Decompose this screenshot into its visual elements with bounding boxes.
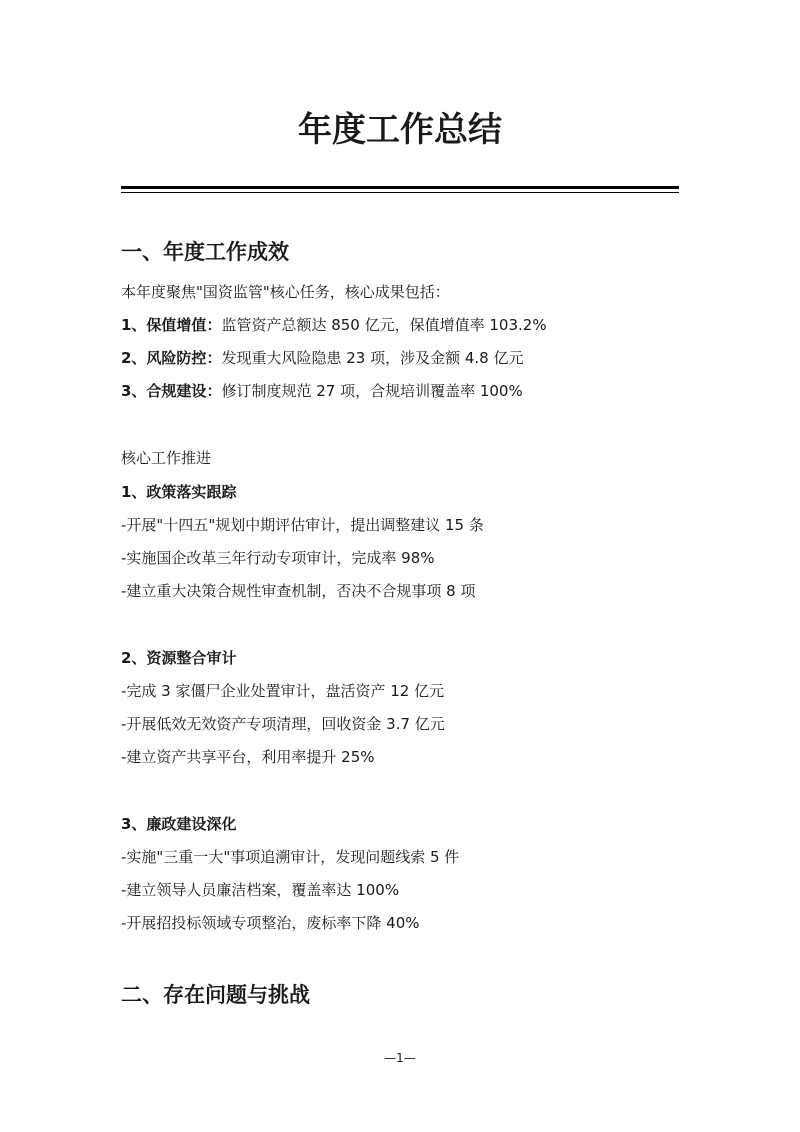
list-item: -完成 3 家僵尸企业处置审计，盘活资产 12 亿元	[121, 682, 445, 700]
progress-heading: 核心工作推进	[121, 449, 212, 467]
result-label: 1、保值增值：	[121, 316, 222, 334]
result-text: 发现重大风险隐患 23 项，涉及金额 4.8 亿元	[221, 349, 524, 367]
subsection-heading: 1、政策落实跟踪	[121, 483, 237, 501]
result-item	[121, 380, 523, 402]
result-label: 2、风险防控：	[121, 349, 222, 367]
result-text: 监管资产总额达 850 亿元，保值增值率 103.2%	[221, 316, 547, 334]
result-text: 修订制度规范 27 项，合规培训覆盖率 100%	[221, 382, 523, 400]
list-item: -实施"三重一大"事项追溯审计，发现问题线索 5 件	[121, 848, 460, 866]
list-item: -开展招投标领域专项整治，废标率下降 40%	[121, 914, 420, 932]
result-item	[121, 347, 523, 369]
list-item: -建立资产共享平台，利用率提升 25%	[121, 748, 375, 766]
list-item: -建立重大决策合规性审查机制，否决不合规事项 8 项	[121, 582, 476, 600]
section-intro: 本年度聚焦"国资监管"核心任务，核心成果包括：	[121, 283, 450, 301]
list-item: -开展低效无效资产专项清理，回收资金 3.7 亿元	[121, 715, 445, 733]
list-item: -建立领导人员廉洁档案，覆盖率达 100%	[121, 881, 400, 899]
subsection-heading: 3、廉政建设深化	[121, 815, 237, 833]
title-divider-thick	[121, 186, 679, 189]
subsection-heading: 2、资源整合审计	[121, 649, 237, 667]
section-heading-2: 二、存在问题与挑战	[121, 983, 310, 1007]
result-item	[121, 314, 547, 336]
page-number: —1—	[384, 1051, 416, 1065]
section-heading-1: 一、年度工作成效	[121, 240, 289, 264]
result-label: 3、合规建设：	[121, 382, 222, 400]
document-title: 年度工作总结	[298, 110, 502, 150]
title-divider-thin	[121, 192, 679, 193]
list-item: -开展"十四五"规划中期评估审计，提出调整建议 15 条	[121, 516, 484, 534]
list-item: -实施国企改革三年行动专项审计，完成率 98%	[121, 549, 435, 567]
